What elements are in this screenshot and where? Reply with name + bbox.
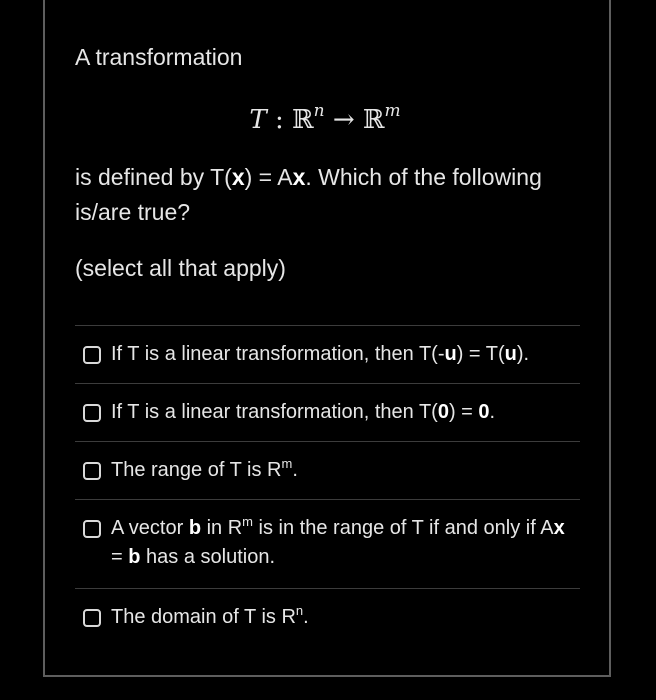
option-vector-x: x (553, 517, 565, 539)
option-vector-u: u (444, 343, 457, 365)
formula-arrow: → (324, 105, 363, 135)
option-text: in R (201, 517, 243, 539)
option-text: The domain of T is R (111, 606, 296, 628)
transformation-formula (75, 100, 585, 140)
option-text: has a solution. (140, 546, 275, 568)
option-vector-b: b (188, 517, 202, 539)
formula-domain-exp: n (313, 101, 325, 121)
option-text: = (111, 546, 129, 568)
option-text: A vector (111, 517, 189, 539)
stem-part: is defined by T( (75, 164, 232, 190)
formula-domain-set: ℝ (292, 105, 314, 135)
question-block (75, 40, 585, 286)
option-5-label (111, 603, 580, 632)
checkbox-icon[interactable] (83, 346, 101, 364)
formula-t: T (249, 105, 267, 135)
checkbox-icon[interactable] (83, 462, 101, 480)
option-text: ). (516, 343, 530, 365)
formula-colon: : (266, 105, 292, 135)
formula-codomain-set: ℝ (362, 105, 385, 135)
option-2[interactable] (75, 384, 580, 442)
option-vector-u: u (504, 343, 517, 365)
option-exponent: n (295, 603, 304, 618)
answer-options (75, 325, 580, 647)
option-exponent: m (242, 514, 253, 529)
option-text: . (303, 606, 309, 628)
option-2-label (111, 398, 580, 427)
checkbox-icon[interactable] (83, 609, 101, 627)
option-text: If T is a linear transformation, then T( (111, 401, 438, 423)
checkbox-icon[interactable] (83, 404, 101, 422)
option-text: ) = (448, 401, 479, 423)
option-text: is in the range of T if and only if A (253, 517, 554, 539)
option-exponent: m (281, 456, 293, 471)
option-3[interactable] (75, 442, 580, 500)
option-4[interactable] (75, 500, 580, 589)
option-1[interactable] (75, 326, 580, 384)
stem-part: ) = A (244, 164, 293, 190)
stem-vector-x: x (231, 164, 245, 190)
option-text: The range of T is R (111, 459, 282, 481)
option-3-label (111, 456, 580, 485)
option-text: ) = T( (456, 343, 505, 365)
option-text: . (489, 401, 496, 423)
option-vector-b: b (128, 546, 141, 568)
option-4-label (111, 514, 580, 572)
checkbox-icon[interactable] (83, 520, 101, 538)
option-zero-vector: 0 (437, 401, 449, 423)
stem-part: . Which of the following is/are true? (75, 164, 542, 225)
select-all-hint: (select all that apply) (75, 255, 286, 281)
option-1-label (111, 340, 580, 369)
question-intro: A transformation (75, 44, 243, 70)
stem-vector-x: x (292, 164, 306, 190)
option-text: If T is a linear transformation, then T(- (111, 343, 445, 365)
option-5[interactable] (75, 589, 580, 647)
formula-codomain-exp: m (384, 101, 401, 121)
option-text: . (292, 459, 298, 481)
option-zero-vector: 0 (478, 401, 490, 423)
question-stem (75, 160, 580, 230)
